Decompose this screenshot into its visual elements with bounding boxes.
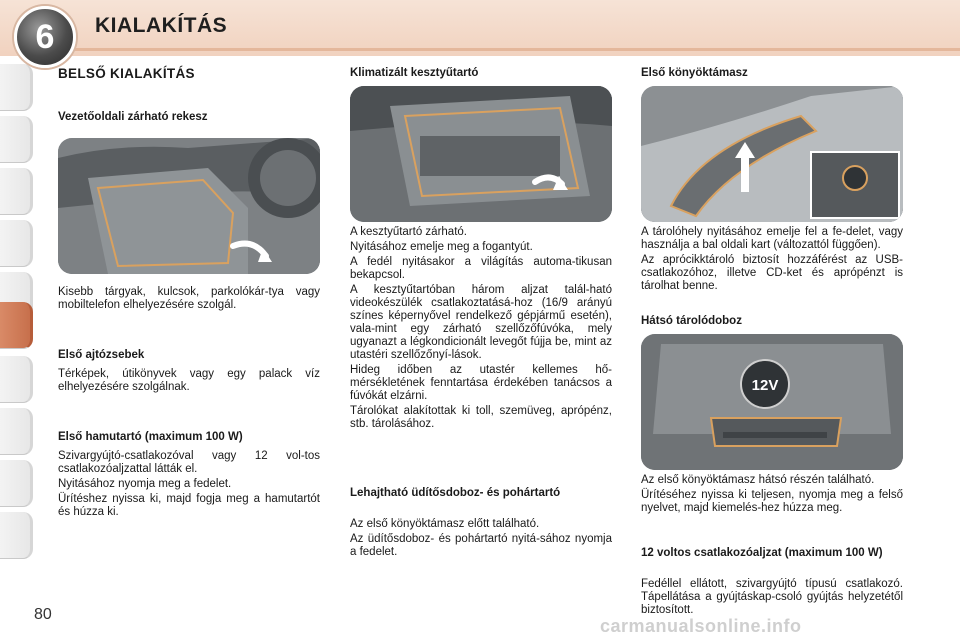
chapter-tab-4[interactable] (0, 220, 33, 267)
chapter-tab-8[interactable] (0, 408, 33, 455)
heading-12v-socket: 12 voltos csatlakozóaljzat (maximum 100 W) (641, 547, 883, 559)
text-front-ashtray: Szivargyújtó-csatlakozóval vagy 12 vol-tos csatlakozóaljzattal látták el. Nyitásához nyomja meg a fedelet. Ürítéshez nyissa ki, majd fogja meg a hamutartót és húzza ki. (58, 450, 320, 518)
heading-front-armrest: Első könyöktámasz (641, 67, 748, 79)
illustration-rear-storage (641, 334, 903, 470)
chapter-tab-3[interactable] (0, 168, 33, 215)
chapter-tab-10[interactable] (0, 512, 33, 559)
text-12v-socket: Fedéllel ellátott, szivargyújtó típusú csatlakozó. Tápellátása a gyújtáskap-csoló gyújtás helyzetétől biztosított. (641, 578, 903, 616)
heading-front-door-pockets: Első ajtózsebek (58, 349, 145, 361)
header-rule (60, 48, 960, 51)
text-front-armrest: A tárolóhely nyitásához emelje fel a fe-delet, vagy használja a bal oldali kart (változattól függően). Az aprócikktároló biztosít hozzáférést az USB-csatlakozóhoz, illetve CD-ket és aprópénzt is tárolhat benne. (641, 226, 903, 292)
text-glove-box: A kesztyűtartó zárható. Nyitásához emelje meg a fogantyút. A fedél nyitásakor a világítás automa-tikusan bekapcsol. A kesztyűtartóban három aljzat talál-ható videokészülék csatlakoztatásá-hoz (16/9 arányú színes képernyővel rendelkező gépjármű esetén), vala-mint egy zárható szellőzőfúvóka, mely ugyanazt a légkondicionált levegőt fújja be, mint az utastéri szellőzőnyí-lások. Hideg időben az utastér kellemes hő-mérsékletének fenntartása érdekében tanácsos a fúvókát elzárni. Tárolókat alakítottak ki toll, szemüveg, aprópénz, stb. tárolásához. (350, 226, 612, 430)
illustration-driver-compartment (58, 138, 320, 274)
page-number: 80 (34, 606, 52, 623)
socket-label: 12V (751, 377, 779, 394)
illustration-front-armrest (641, 86, 903, 222)
chapter-tab-1[interactable] (0, 64, 33, 111)
chapter-tab-6-active[interactable] (0, 302, 33, 349)
chapter-tab-2[interactable] (0, 116, 33, 163)
chapter-tab-strip (0, 64, 34, 576)
chapter-tab-7[interactable] (0, 356, 33, 403)
text-rear-storage: Az első könyöktámasz hátsó részén található. Ürítéséhez nyissa ki teljesen, nyomja meg a felső nyelvet, majd kiemelés-hez húzza meg. (641, 474, 903, 514)
heading-glove-box: Klimatizált kesztyűtartó (350, 67, 479, 79)
text-driver-compartment: Kisebb tárgyak, kulcsok, parkolókár-tya vagy mobiltelefon elhelyezésére szolgál. (58, 286, 320, 311)
text-front-door-pockets: Térképek, útikönyvek vagy egy palack víz elhelyezésére szolgálnak. (58, 368, 320, 393)
heading-can-holder: Lehajtható üdítősdoboz- és pohártartó (350, 487, 561, 499)
section-title: BELSŐ KIALAKÍTÁS (58, 66, 195, 81)
heading-front-ashtray: Első hamutartó (maximum 100 W) (58, 431, 243, 443)
illustration-glove-box (350, 86, 612, 222)
text-can-holder: Az első könyöktámasz előtt található. Az üdítősdoboz- és pohártartó nyitá-sához nyomja a fedelet. (350, 518, 612, 558)
heading-driver-compartment: Vezetőoldali zárható rekesz (58, 111, 208, 123)
watermark: carmanualsonline.info (600, 616, 802, 636)
chapter-tab-9[interactable] (0, 460, 33, 507)
chapter-number-badge: 6 (14, 6, 76, 68)
heading-rear-storage: Hátsó tárolódoboz (641, 315, 742, 327)
chapter-title: KIALAKÍTÁS (95, 14, 228, 37)
